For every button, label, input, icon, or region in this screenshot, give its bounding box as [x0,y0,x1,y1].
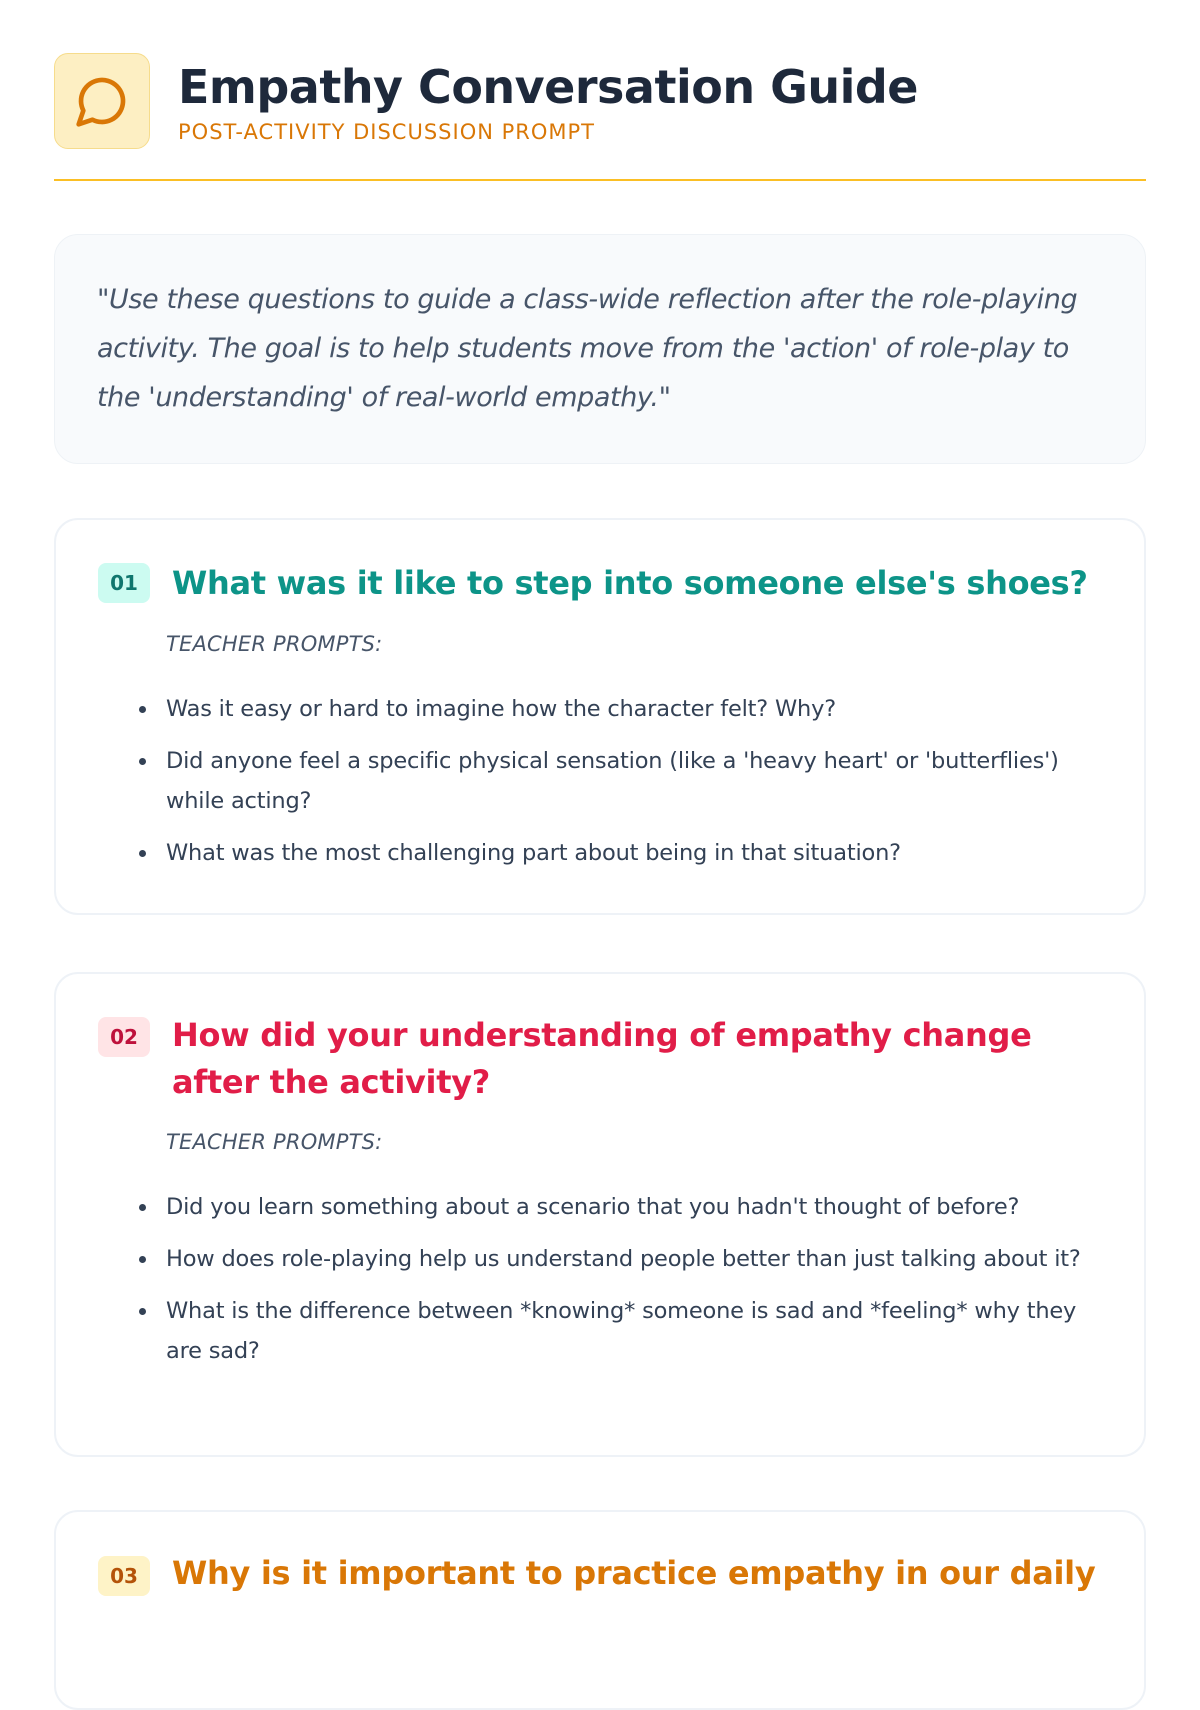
speech-bubble-icon [74,73,130,129]
list-item: What is the difference between *knowing* someone is sad and *feeling* why they are sad? [166,1291,1106,1371]
teacher-prompts-label: TEACHER PROMPTS: [166,632,383,656]
logo-badge [54,53,150,149]
question-title: What was it like to step into someone else's shoes? [172,564,1088,602]
header [54,53,1146,181]
list-item: Was it easy or hard to imagine how the character felt? Why? [166,689,1106,729]
list-item: How does role-playing help us understand people better than just talking about it? [166,1239,1106,1279]
list-item: Did you learn something about a scenario that you hadn't thought of before? [166,1187,1106,1227]
question-number-badge: 01 [98,563,150,603]
list-item: What was the most challenging part about being in that situation? [166,833,1106,873]
question-card-1 [54,518,1146,915]
intro-quote-box [54,234,1146,464]
prompt-list [166,1187,1106,1383]
page-title: Empathy Conversation Guide [178,60,918,114]
question-number-badge: 02 [98,1017,150,1057]
question-card-2 [54,972,1146,1457]
list-item: Did anyone feel a specific physical sensation (like a 'heavy heart' or 'butterflies') while acting? [166,741,1106,821]
prompt-list [166,689,1106,885]
teacher-prompts-label: TEACHER PROMPTS: [166,1130,383,1154]
intro-quote: "Use these questions to guide a class-wide reflection after the role-playing activity. The goal is to help students move from the 'action' of role-play to the 'understanding' of real-world empathy." [97,284,1078,413]
question-card-3 [54,1510,1146,1710]
question-number-badge: 03 [98,1556,150,1596]
page-subtitle: POST-ACTIVITY DISCUSSION PROMPT [178,120,595,144]
question-title: Why is it important to practice empathy in our daily [172,1554,1096,1592]
question-title: How did your understanding of empathy change after the activity? [172,1016,1032,1101]
